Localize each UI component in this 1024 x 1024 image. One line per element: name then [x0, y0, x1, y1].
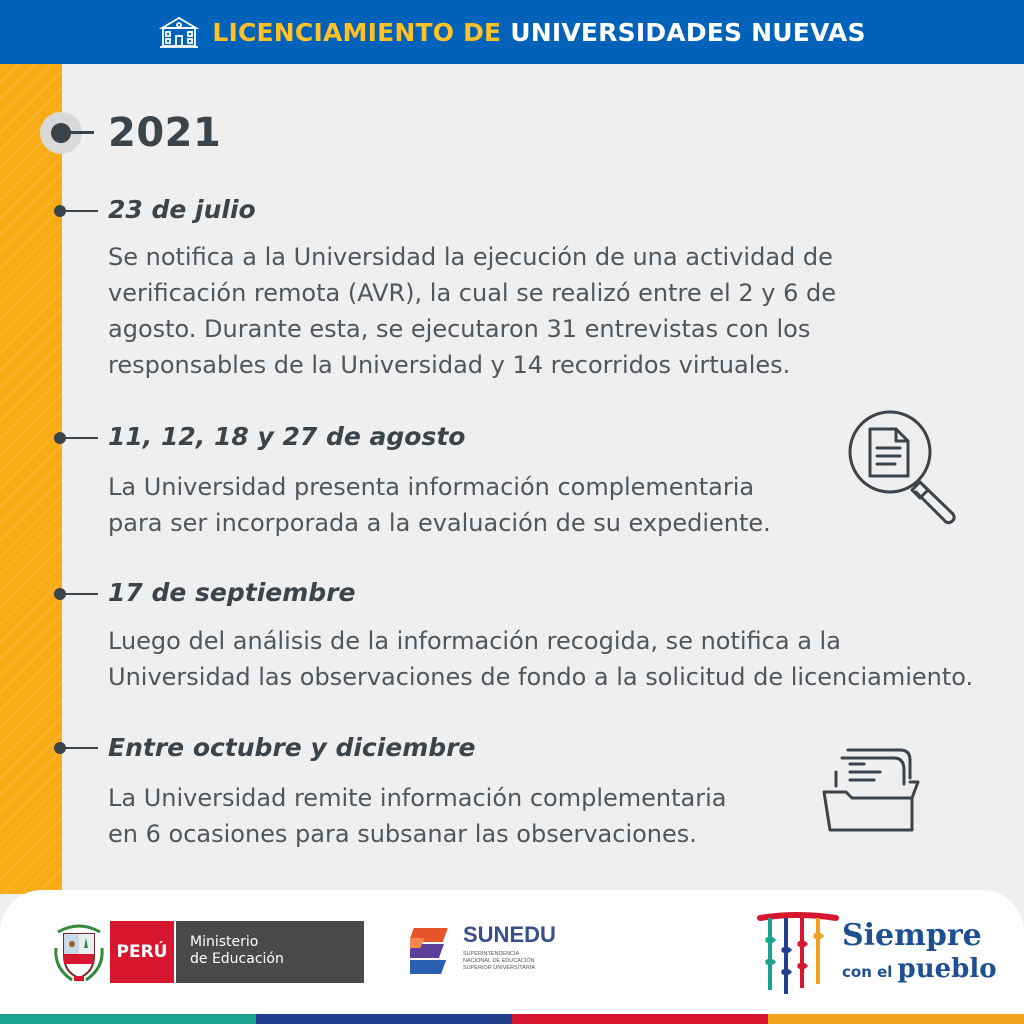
page-title: [212, 18, 865, 47]
event-description: Luego del análisis de la información recogida, se notifica a la Universidad las observaciones de fondo a la solicitud de licenciamiento.: [108, 627, 974, 691]
event-date: 23 de julio: [108, 195, 256, 224]
university-building-icon: [158, 14, 200, 50]
sunedu-logo-icon: [410, 922, 466, 982]
year-connector: [70, 131, 94, 134]
sunedu-sub-line: SUPERIOR UNIVERSITARIA: [463, 965, 536, 971]
peru-coat-of-arms-icon: [52, 918, 106, 984]
event-date: 17 de septiembre: [108, 578, 356, 607]
peru-logo: PERÚ: [110, 921, 174, 983]
folder-documents-icon: [818, 742, 923, 837]
timeline-bullet-icon: [54, 432, 98, 444]
sunedu-sub-line: NACIONAL DE EDUCACIÓN: [463, 958, 535, 964]
slogan-line-1: Siempre: [842, 918, 982, 953]
title-part-2: UNIVERSIDADES NUEVAS: [510, 17, 866, 47]
timeline-bullet-icon: [54, 205, 98, 217]
timeline-year: 2021: [108, 110, 222, 156]
footer-stripe: [0, 1014, 1024, 1024]
event-description: La Universidad remite información complementaria en 6 ocasiones para subsanar las observaciones.: [108, 784, 727, 848]
event-date: Entre octubre y diciembre: [108, 733, 476, 762]
title-part-1: LICENCIAMIENTO DE: [212, 17, 502, 47]
timeline-bullet-icon: [54, 742, 98, 754]
siempre-logo-icon: [756, 910, 840, 998]
ministerio-logo: [174, 921, 364, 983]
header-banner: [0, 0, 1024, 64]
event-description: La Universidad presenta información complementaria para ser incorporada a la evaluación de su expediente.: [108, 473, 771, 537]
sunedu-subtitle: [463, 951, 553, 972]
slogan-big: pueblo: [897, 954, 997, 984]
sunedu-name: SUNEDU: [463, 922, 556, 947]
slogan-line-2: [842, 954, 997, 984]
ministerio-line-2: de Educación: [190, 951, 284, 967]
event-description: Se notifica a la Universidad la ejecución de una actividad de verificación remota (AVR), la cual se realizó entre el 2 y 6 de agosto. Durante esta, se ejecutaron 31 entrevistas con los responsables de la Universidad y 14 recorridos virtuales.: [108, 243, 836, 379]
event-date: 11, 12, 18 y 27 de agosto: [108, 422, 466, 451]
timeline-bullet-icon: [54, 588, 98, 600]
slogan-small: con el: [842, 963, 893, 981]
document-search-icon: [840, 404, 965, 529]
sidebar-accent: [0, 64, 62, 894]
sunedu-sub-line: SUPERINTENDENCIA: [463, 951, 520, 957]
ministerio-line-1: Ministerio: [190, 934, 259, 950]
